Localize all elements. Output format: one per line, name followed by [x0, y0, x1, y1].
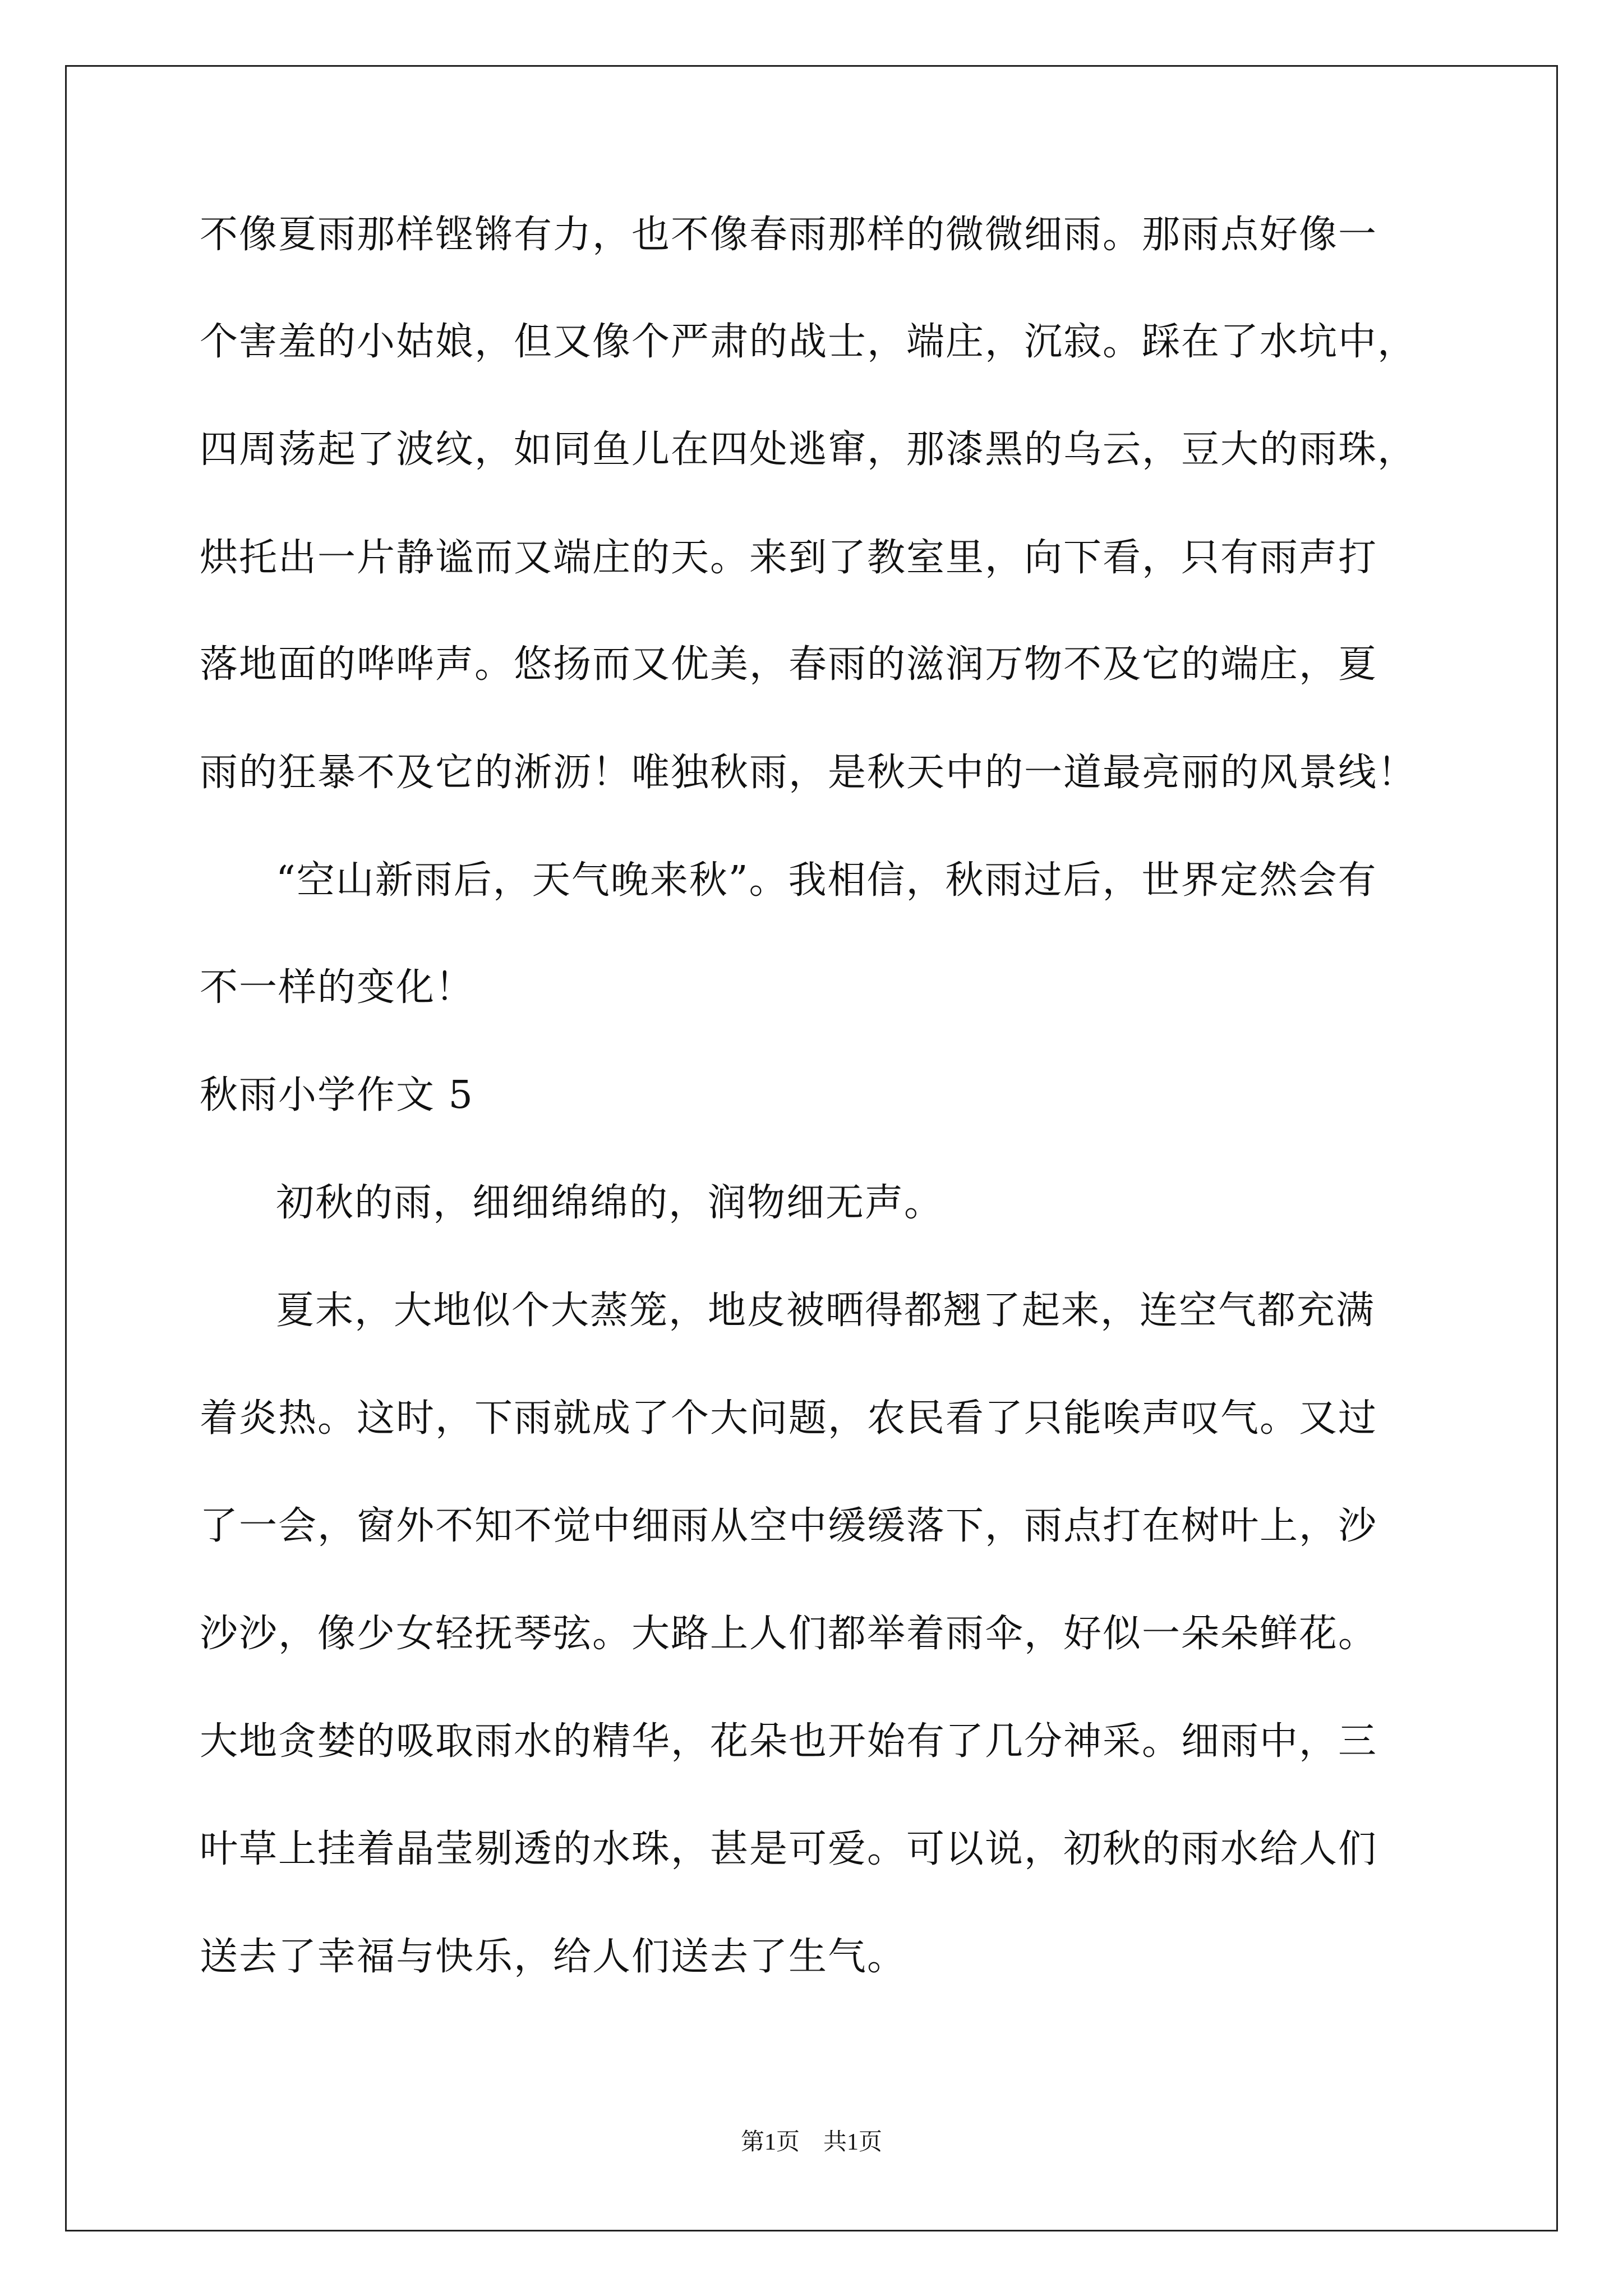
page-number-footer: 第1页 共1页	[740, 2129, 882, 2155]
paragraph-line: 烘托出一片静谧而又端庄的天。来到了教室里，向下看，只有雨声打	[200, 536, 1378, 580]
paragraph-line: 不一样的变化！	[200, 965, 475, 1010]
paragraph-line: 四周荡起了波纹，如同鱼儿在四处逃窜，那漆黑的乌云，豆大的雨珠，	[200, 427, 1417, 472]
paragraph-line: 夏末，大地似个大蒸笼，地皮被晒得都翘了起来，连空气都充满	[276, 1289, 1376, 1333]
page-border	[65, 65, 1558, 2231]
paragraph-line: 初秋的雨，细细绵绵的，润物细无声。	[276, 1181, 944, 1225]
paragraph-line: 叶草上挂着晶莹剔透的水珠，甚是可爱。可以说，初秋的雨水给人们	[200, 1827, 1378, 1871]
paragraph-line: 了一会，窗外不知不觉中细雨从空中缓缓落下，雨点打在树叶上，沙	[200, 1504, 1378, 1548]
paragraph-line: “空山新雨后，天气晚来秋”。我相信，秋雨过后，世界定然会有	[276, 858, 1377, 903]
paragraph-line: 个害羞的小姑娘，但又像个严肃的战士，端庄，沉寂。踩在了水坑中，	[200, 320, 1417, 364]
paragraph-line: 大地贪婪的吸取雨水的精华，花朵也开始有了几分神采。细雨中，三	[200, 1719, 1378, 1764]
section-heading: 秋雨小学作文 5	[200, 1073, 474, 1117]
paragraph-line: 沙沙，像少女轻抚琴弦。大路上人们都举着雨伞，好似一朵朵鲜花。	[200, 1612, 1378, 1656]
paragraph-line: 雨的狂暴不及它的淅沥！唯独秋雨，是秋天中的一道最亮丽的风景线！	[200, 751, 1417, 795]
paragraph-line: 不像夏雨那样铿锵有力，也不像春雨那样的微微细雨。那雨点好像一	[200, 213, 1378, 257]
paragraph-line: 送去了幸福与快乐，给人们送去了生气。	[200, 1935, 907, 1979]
paragraph-line: 着炎热。这时，下雨就成了个大问题，农民看了只能唉声叹气。又过	[200, 1396, 1378, 1441]
paragraph-line: 落地面的哗哗声。悠扬而又优美，春雨的滋润万物不及它的端庄，夏	[200, 642, 1378, 687]
